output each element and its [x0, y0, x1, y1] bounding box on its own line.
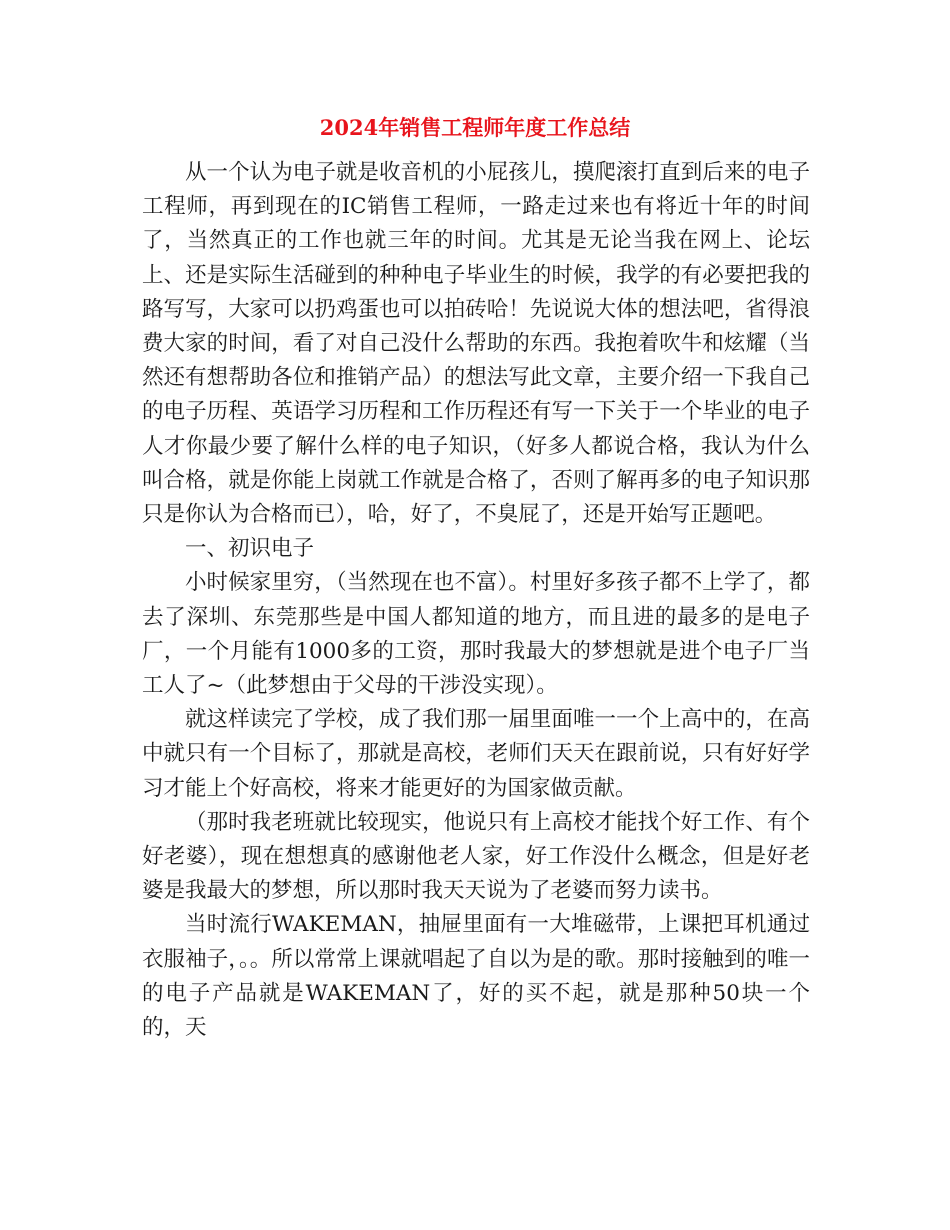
paragraph-intro: 从一个认为电子就是收音机的小屁孩儿，摸爬滚打直到后来的电子工程师，再到现在的IC销售工程师，一路走过来也有将近十年的时间了，当然真正的工作也就三年的时间。尤其是无论当我在网上、论坛上、还是实际生活碰到的种种电子毕业生的时候，我学的有必要把我的路写写，大家可以扔鸡蛋也可以拍砖哈！先说说大体的想法吧，省得浪费大家的时间，看了对自己没什么帮助的东西。我抱着吹牛和炫耀（当然还有想帮助各位和推销产品）的想法写此文章，主要介绍一下我自己的电子历程、英语学习历程和工作历程还有写一下关于一个毕业的电子人才你最少要了解什么样的电子知识，（好多人都说合格，我认为什么叫合格，就是你能上岗就工作就是合格了，否则了解再多的电子知识那只是你认为合格而已），哈，好了，不臭屁了，还是开始写正题吧。: [142, 160, 810, 528]
paragraph-wakeman: 当时流行WAKEMAN，抽屉里面有一大堆磁带，上课把耳机通过衣服袖子，。。所以常常上课就唱起了自以为是的歌。那时接触到的唯一的电子产品就是WAKEMAN了，好的买不起，就是那种50块一个的，天: [142, 912, 810, 1041]
paragraph-high-school: 就这样读完了学校，成了我们那一届里面唯一一个上高中的，在高中就只有一个目标了，那就是高校，老师们天天在跟前说，只有好好学习才能上个好高校，将来才能更好的为国家做贡献。: [142, 707, 810, 801]
document-body: [142, 156, 810, 1045]
paragraph-childhood: 小时候家里穷，（当然现在也不富）。村里好多孩子都不上学了，都去了深圳、东莞那些是中国人都知道的地方，而且进的最多的是电子厂，一个月能有1000多的工资，那时我最大的梦想就是进个电子厂当工人了~（此梦想由于父母的干涉没实现）。: [142, 570, 810, 699]
paragraph-teacher: （那时我老班就比较现实，他说只有上高校才能找个好工作、有个好老婆），现在想想真的感谢他老人家，好工作没什么概念，但是好老婆是我最大的梦想，所以那时我天天说为了老婆而努力读书。: [142, 809, 810, 904]
document-title: 2024年销售工程师年度工作总结: [319, 115, 631, 140]
section-heading-1: 一、初识电子: [185, 536, 315, 562]
